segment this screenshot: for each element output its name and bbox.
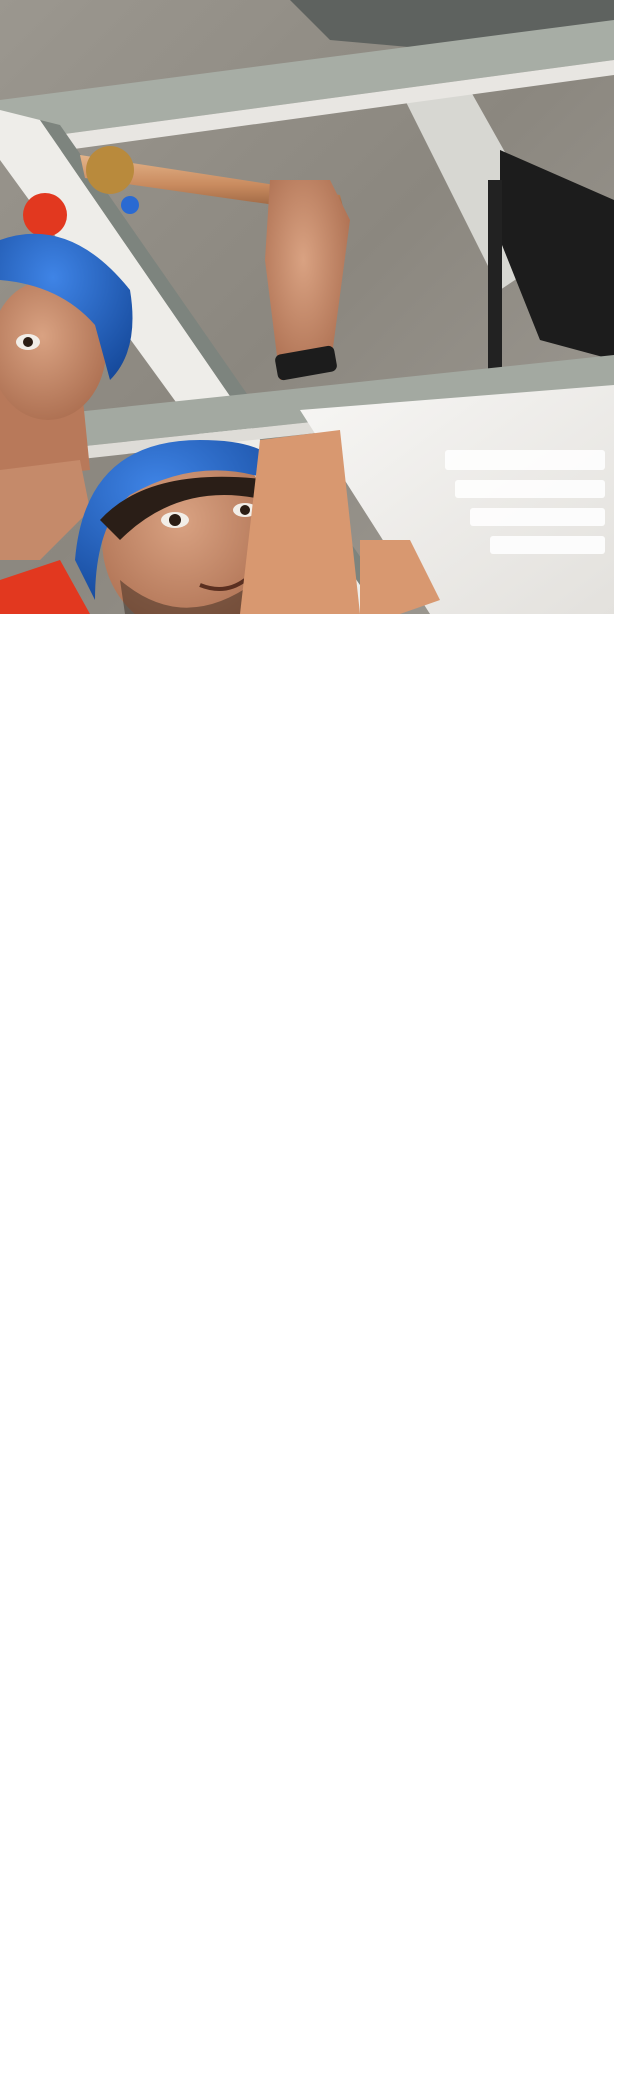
worker-lower-pupil-left bbox=[169, 514, 181, 526]
worker-lower-pupil-right bbox=[240, 505, 250, 515]
hero-illustration bbox=[0, 0, 614, 614]
valve-blue-cap bbox=[121, 196, 139, 214]
pipe-valve bbox=[86, 146, 134, 194]
hero-image bbox=[0, 0, 614, 614]
valve-red-cap bbox=[23, 193, 67, 237]
worker-lower-arm bbox=[240, 430, 360, 614]
hanging-cable bbox=[488, 180, 502, 370]
page-blank-area bbox=[0, 614, 639, 2073]
worker-upper-pupil bbox=[23, 337, 33, 347]
